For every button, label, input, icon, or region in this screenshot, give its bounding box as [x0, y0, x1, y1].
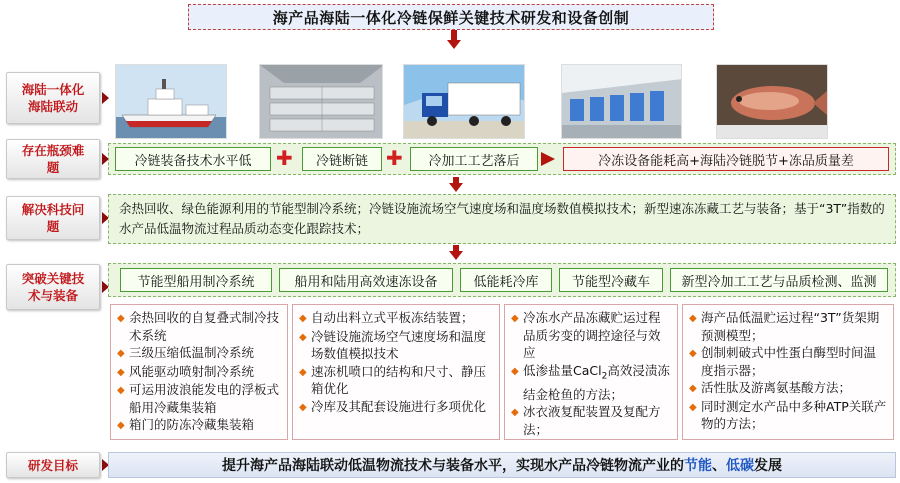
- detail-column-quality: [504, 304, 678, 440]
- list-item-text: 速冻机喷口的结构和尺寸、静压箱优化: [311, 363, 487, 396]
- tech-text: 新型冷加工工艺与品质检测、监测: [681, 274, 877, 290]
- tech-text: 低能耗冷库: [473, 274, 539, 290]
- bottleneck-text: 冷链断链: [315, 153, 368, 169]
- list-item: ◆ 同时测定水产品中多种ATP关联产物的方法；: [689, 398, 887, 431]
- plus-icon: ✚: [386, 146, 403, 170]
- down-arrow-icon: [447, 30, 461, 49]
- tech-text: 节能型冷藏车: [571, 274, 650, 290]
- bottleneck-text: 冷链装备技术水平低: [134, 153, 252, 169]
- list-item-text: 冰衣液复配装置及复配方法；: [523, 404, 661, 437]
- list-item-text: [523, 362, 671, 404]
- goal-text-end: 发展: [754, 458, 782, 474]
- list-item-text: 余热回收的自复叠式制冷技术系统: [129, 310, 280, 343]
- bottleneck-result-text: 冷冻设备能耗高+海陆冷链脱节+冻品质量差: [598, 153, 854, 169]
- label-tech-problems: [6, 196, 100, 240]
- list-item-text: 冷冻水产品冻藏贮运过程品质劣变的调控途径与效应: [523, 310, 661, 360]
- plus-icon: ✚: [276, 146, 293, 170]
- cold-storage-photo: [259, 64, 383, 139]
- label-text: 解决科技问题: [21, 202, 85, 234]
- list-item-text: 同时测定水产品中多种ATP关联产物的方法；: [701, 398, 887, 431]
- tech-quick-freezing: [279, 268, 453, 292]
- label-research-goal: [6, 452, 100, 478]
- goal-highlight-energy: 节能: [684, 458, 712, 474]
- list-item: ◆ 冷链设施流场空气速度场和温度场数值模拟技术: [299, 328, 493, 363]
- bottleneck-chain-break: [302, 147, 382, 171]
- list-item-text: 冷库及其配套设施进行多项优化: [311, 398, 487, 414]
- label-text: 研发目标: [27, 457, 78, 473]
- list-item: ◆ 自动出料立式平板冻结装置；: [299, 310, 474, 325]
- tech-text: 船用和陆用高效速冻设备: [294, 274, 438, 290]
- detail-column-freezing: [292, 304, 500, 440]
- list-item: ◆ 余热回收的自复叠式制冷技术系统: [117, 310, 280, 343]
- list-item: ◆ 冰衣液复配装置及复配方法；: [511, 403, 671, 438]
- label-text: 突破关键技术与装备: [21, 271, 85, 303]
- list-item: ◆ 低渗盐量CaCl$_2$高效浸渍冻结金枪鱼的方法；: [511, 362, 670, 402]
- page-title: 海产品海陆一体化冷链保鲜关键技术研发和设备创制: [188, 4, 714, 30]
- text-part: 低渗盐量CaCl: [523, 362, 602, 378]
- list-item: ◆ 活性肽及游离氨基酸方法；: [689, 380, 852, 395]
- list-item: ◆ 三级压缩低温制冷系统: [117, 345, 255, 360]
- list-item: ◆ 可运用波浪能发电的浮板式船用冷藏集装箱: [117, 382, 280, 415]
- label-text: 存在瓶颈难题: [21, 143, 85, 175]
- tech-text: 节能型船用制冷系统: [137, 274, 255, 290]
- list-item: ◆ 冷冻水产品冻藏贮运过程品质劣变的调控途径与效应: [511, 309, 671, 362]
- detail-column-refrigeration: [110, 304, 288, 440]
- frozen-fish-photo: [716, 64, 828, 139]
- list-item: ◆ 冷库及其配套设施进行多项优化: [299, 398, 487, 414]
- tech-ship-refrigeration: [120, 268, 272, 292]
- goal-highlight-carbon: 低碳: [726, 458, 754, 474]
- goal-separator: 、: [712, 458, 726, 474]
- warehouse-photo: [561, 64, 682, 139]
- text-part: 高效浸渍冻结金枪鱼的方法；: [523, 362, 670, 402]
- list-item-text: 冷链设施流场空气速度场和温度场数值模拟技术: [311, 328, 487, 361]
- list-item: ◆ 创制刺破式中性蛋白酶型时间温度指示器；: [689, 344, 887, 379]
- tech-refrigerated-truck: [559, 268, 663, 292]
- refrigerated-truck-photo: [403, 64, 525, 139]
- bottleneck-result: [563, 147, 889, 171]
- subscript: 2: [601, 371, 608, 381]
- tech-problems-text: 余热回收、绿色能源利用的节能型制冷系统；冷链设施流场空气速度场和温度场数值模拟技术；新型速冻冻藏工艺与装备；基于“3T”指数的水产品低温物流过程品质动态变化跟踪技术；: [108, 194, 896, 244]
- label-text: 海陆一体化海陆联动: [21, 82, 85, 114]
- label-bottleneck: [6, 139, 100, 179]
- right-arrow-icon: [102, 92, 109, 104]
- down-arrow-icon: [449, 177, 463, 192]
- bottleneck-low-tech: [115, 147, 271, 171]
- bottleneck-text: 冷加工工艺落后: [428, 153, 520, 169]
- list-item: ◆ 箱门的防冻冷藏集装箱: [117, 417, 255, 432]
- down-arrow-icon: [449, 245, 463, 260]
- list-item-text: 箱门的防冻冷藏集装箱: [129, 417, 255, 432]
- list-item-text: 自动出料立式平板冻结装置；: [311, 310, 474, 325]
- list-item: ◆ 速冻机喷口的结构和尺寸、静压箱优化: [299, 363, 493, 398]
- list-item-text: 活性肽及游离氨基酸方法；: [701, 380, 852, 395]
- list-item-text: 三级压缩低温制冷系统: [129, 345, 255, 360]
- list-item-text: 可运用波浪能发电的浮板式船用冷藏集装箱: [129, 382, 280, 415]
- bottleneck-outdated-process: [410, 147, 538, 171]
- label-land-sea-integration: [6, 72, 100, 124]
- research-goal-text: [108, 452, 896, 478]
- tech-processing-detection: [670, 268, 888, 292]
- ship-photo: [115, 64, 227, 139]
- list-item: ◆ 风能驱动喷射制冷系统: [117, 363, 255, 379]
- goal-text: 提升海产品海陆联动低温物流技术与装备水平，实现水产品冷链物流产业的: [222, 458, 684, 474]
- right-arrow-icon: [541, 152, 555, 166]
- tech-cold-storage: [460, 268, 552, 292]
- detail-column-detection: [682, 304, 894, 440]
- list-item-text: 风能驱动喷射制冷系统: [129, 363, 255, 379]
- list-item: ◆ 海产品低温贮运过程“3T”货架期预测模型；: [689, 309, 887, 344]
- list-item-text: 创制刺破式中性蛋白酶型时间温度指示器；: [701, 345, 877, 378]
- label-key-tech: [6, 264, 100, 310]
- list-item-text: 海产品低温贮运过程“3T”货架期预测模型；: [701, 310, 880, 343]
